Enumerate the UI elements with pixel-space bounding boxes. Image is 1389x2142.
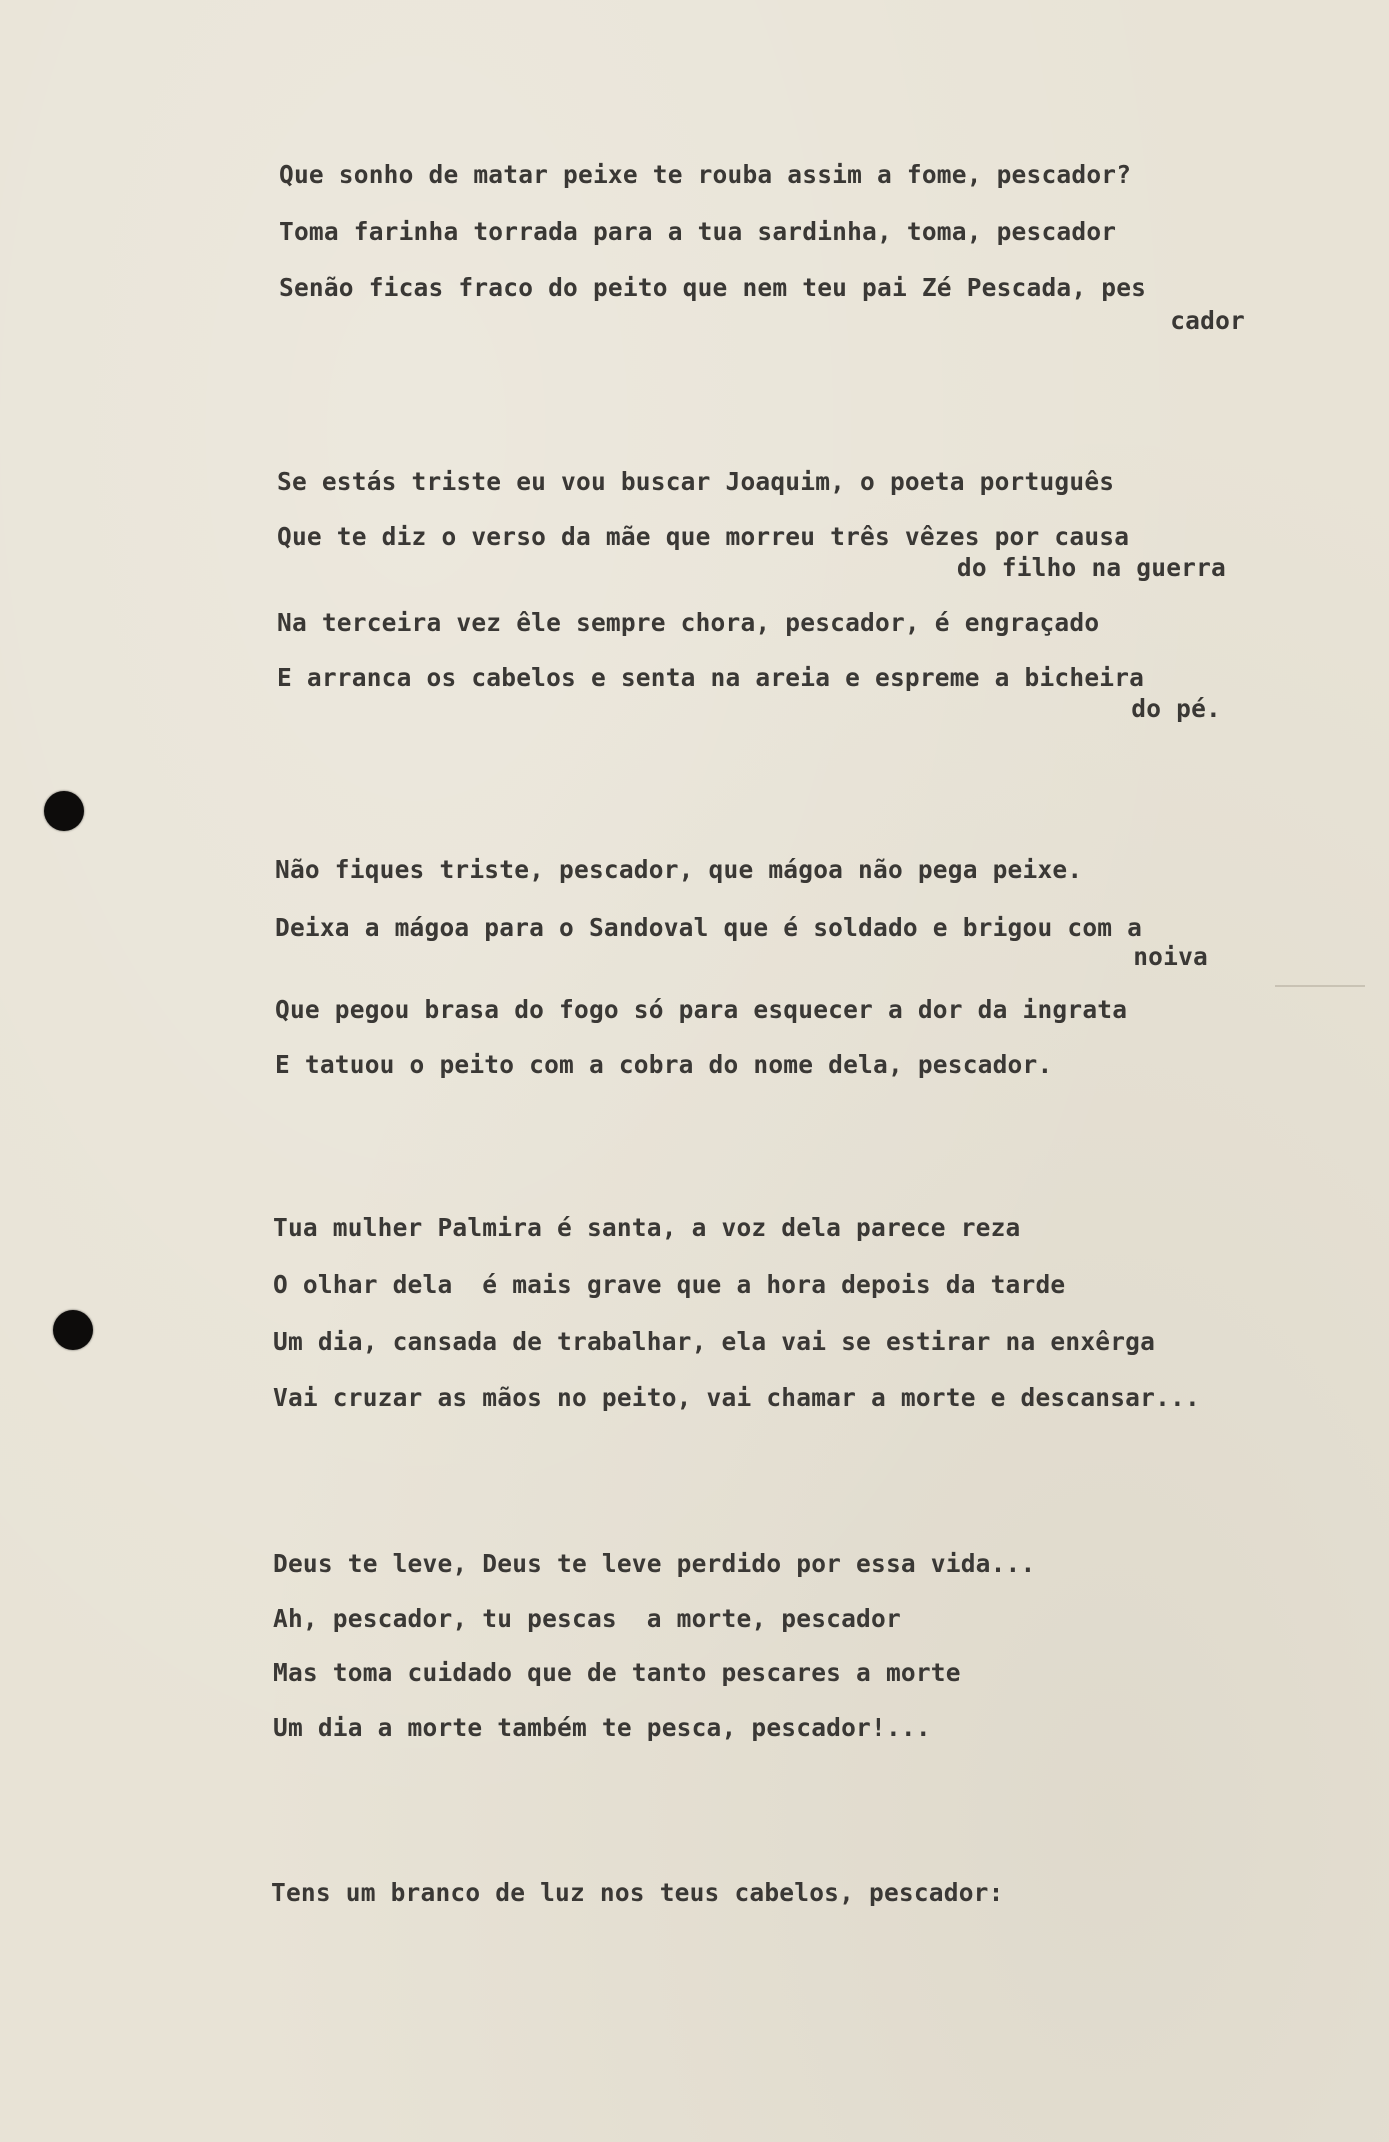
- stanza-3-line-1: Não fiques triste, pescador, que mágoa não pega peixe.: [275, 855, 1083, 884]
- stanza-5-line-3: Mas toma cuidado que de tanto pescares a morte: [273, 1658, 961, 1687]
- stanza-4-line-3: Um dia, cansada de trabalhar, ela vai se estirar na enxêrga: [273, 1327, 1156, 1356]
- stanza-1-line-3-continuation: cador: [1170, 306, 1245, 335]
- stanza-4-line-1: Tua mulher Palmira é santa, a voz dela parece reza: [273, 1213, 1021, 1242]
- stanza-2-line-2-continuation: do filho na guerra: [956, 553, 1226, 582]
- stanza-5-line-2: Ah, pescador, tu pescas a morte, pescador: [273, 1604, 901, 1633]
- stanza-3-line-3: Que pegou brasa do fogo só para esquecer a dor da ingrata: [275, 995, 1128, 1024]
- stanza-3-line-4: E tatuou o peito com a cobra do nome dela, pescador.: [275, 1050, 1053, 1079]
- stanza-1-line-2: Toma farinha torrada para a tua sardinha, toma, pescador: [279, 217, 1117, 246]
- stanza-6-line-1: Tens um branco de luz nos teus cabelos, pescador:: [271, 1878, 1004, 1907]
- stanza-4-line-4: Vai cruzar as mãos no peito, vai chamar a morte e descansar...: [273, 1383, 1200, 1412]
- stanza-1-line-1: Que sonho de matar peixe te rouba assim a fome, pescador?: [279, 160, 1132, 189]
- stanza-1-line-3: Senão ficas fraco do peito que nem teu pai Zé Pescada, pes: [279, 273, 1147, 302]
- stanza-5-line-4: Um dia a morte também te pesca, pescador!...: [273, 1713, 931, 1742]
- stanza-3-line-2: Deixa a mágoa para o Sandoval que é soldado e brigou com a: [275, 913, 1143, 942]
- stanza-2-line-4-continuation: do pé.: [1131, 694, 1221, 723]
- stanza-4-line-2: O olhar dela é mais grave que a hora depois da tarde: [273, 1270, 1066, 1299]
- stanza-3-line-2-continuation: noiva: [1133, 942, 1208, 971]
- stanza-5-line-1: Deus te leve, Deus te leve perdido por essa vida...: [273, 1549, 1036, 1578]
- stanza-2-line-3: Na terceira vez êle sempre chora, pescador, é engraçado: [277, 608, 1100, 637]
- stanza-2-line-2: Que te diz o verso da mãe que morreu três vêzes por causa: [277, 522, 1130, 551]
- stanza-2-line-4: E arranca os cabelos e senta na areia e espreme a bicheira: [277, 663, 1145, 692]
- stanza-2-line-1: Se estás triste eu vou buscar Joaquim, o poeta português: [277, 467, 1115, 496]
